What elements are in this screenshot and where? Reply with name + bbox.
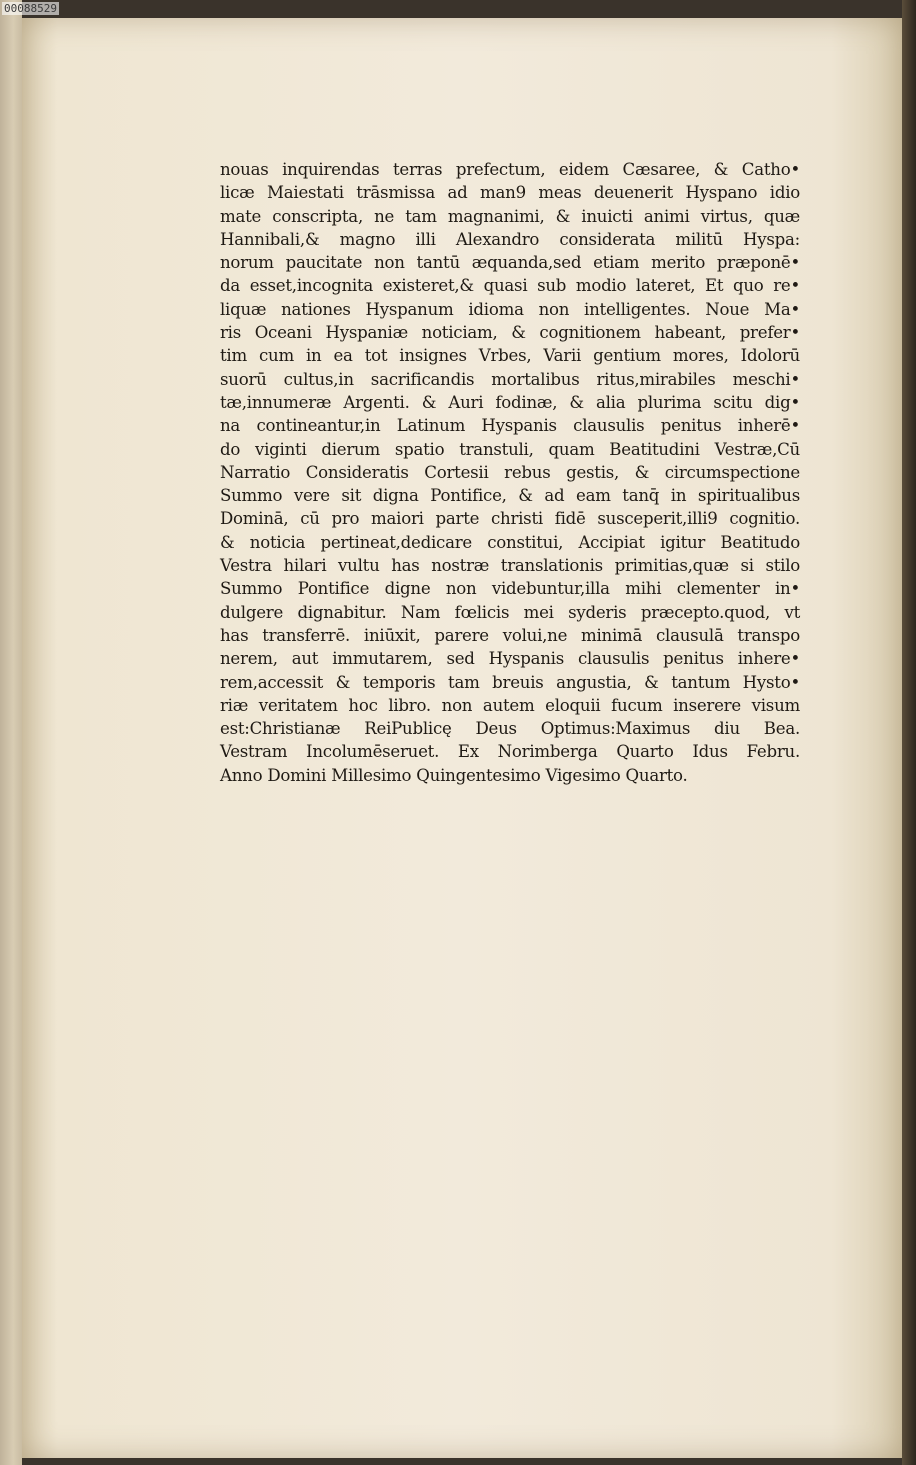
text-line: Summo Pontifice digne non videbuntur,illa mihi clementer in• <box>220 579 800 599</box>
text-line: rem,accessit & temporis tam breuis angustia, & tantum Hysto• <box>220 672 800 692</box>
text-line: norum paucitate non tantū æquanda,sed etiam merito præponē• <box>220 253 800 273</box>
text-line: est:Christianæ ReiPublicę Deus Optimus:Maximus diu Bea. <box>220 719 800 739</box>
text-line-final: Anno Domini Millesimo Quingentesimo Vigesimo Quarto. <box>220 765 688 785</box>
text-line: has transferrē. iniūxit, parere volui,ne minimā clausulā transpo <box>220 625 800 645</box>
text-line: Vestra hilari vultu has nostræ translationis primitias,quæ si stilo <box>220 556 800 576</box>
text-line: Summo vere sit digna Pontifice, & ad eam tanq̄ in spiritualibus <box>220 486 800 506</box>
text-line: ris Oceani Hyspaniæ noticiam, & cognitionem habeant, prefer• <box>220 323 800 343</box>
text-line: mate conscripta, ne tam magnanimi, & inuicti animi virtus, quæ <box>220 206 800 226</box>
text-line: tim cum in ea tot insignes Vrbes, Varii gentium mores, Idolorū <box>220 346 800 366</box>
text-line: Vestram Incolumēseruet. Ex Norimberga Quarto Idus Febru. <box>220 742 800 762</box>
text-line: Narratio Consideratis Cortesii rebus gestis, & circumspectione <box>220 462 800 482</box>
text-line: liquæ nationes Hyspanum idioma non intelligentes. Noue Ma• <box>220 299 800 319</box>
text-line: na contineantur,in Latinum Hyspanis clausulis penitus inherē• <box>220 416 800 436</box>
text-line: nerem, aut immutarem, sed Hyspanis clausulis penitus inhere• <box>220 649 800 669</box>
text-line: licæ Maiestati trāsmissa ad man9 meas deuenerit Hyspano idio <box>220 183 800 203</box>
text-line: dulgere dignabitur. Nam fœlicis mei syderis præcepto.quod, vt <box>220 602 800 622</box>
page-edge-right <box>902 0 916 1465</box>
text-line: do viginti dierum spatio transtuli, quam Beatitudini Vestræ,Cū <box>220 439 800 459</box>
text-line: riæ veritatem hoc libro. non autem eloquii fucum inserere visum <box>220 695 800 715</box>
text-line: Hannibali,& magno illi Alexandro considerata militū Hyspa: <box>220 229 800 249</box>
text-line: nouas inquirendas terras prefectum, eidem Cæsaree, & Catho• <box>220 160 800 179</box>
text-line: da esset,incognita existeret,& quasi sub modio lateret, Et quo re• <box>220 276 800 296</box>
text-line: Dominā, cū pro maiori parte christi fidē susceperit,illi9 cognitio. <box>220 509 800 529</box>
page-edge-left <box>0 0 22 1465</box>
text-line: suorū cultus,in sacrificandis mortalibus ritus,mirabiles meschi• <box>220 369 800 389</box>
body-text <box>220 158 800 787</box>
text-line: tæ,innumeræ Argenti. & Auri fodinæ, & alia plurima scitu dig• <box>220 392 800 412</box>
catalog-id-label: 00088529 <box>4 2 57 15</box>
text-line: & noticia pertineat,dedicare constitui, Accipiat igitur Beatitudo <box>220 532 800 552</box>
